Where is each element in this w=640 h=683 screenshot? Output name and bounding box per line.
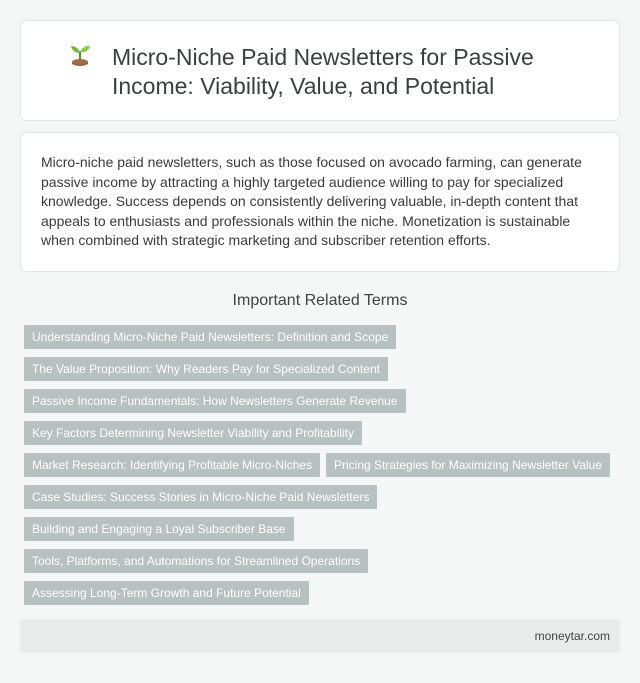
page-title: Micro-Niche Paid Newsletters for Passive Income: Viability, Value, and Potential	[112, 44, 534, 99]
title-row	[21, 43, 619, 101]
summary-text: Micro-niche paid newsletters, such as those focused on avocado farming, can generate passive income by attracting a highly targeted audience willing to pay for specialized knowledge. Success depends on consistently delivering valuable, in-depth content that appeals to enthusiasts and professionals within the niche. Monetization is sustainable when combined with strategic marketing and subscriber retention efforts.	[41, 154, 582, 248]
summary-card	[20, 132, 620, 272]
sprout-icon	[68, 43, 92, 71]
term-tag[interactable]: Assessing Long-Term Growth and Future Potential	[24, 581, 309, 605]
term-tag[interactable]: Building and Engaging a Loyal Subscriber Base	[24, 517, 294, 541]
term-tag[interactable]: Tools, Platforms, and Automations for Streamlined Operations	[24, 549, 368, 573]
footer-site-link[interactable]: moneytar.com	[534, 629, 610, 643]
term-tag[interactable]: Pricing Strategies for Maximizing Newsletter Value	[326, 453, 610, 477]
term-tag[interactable]: Understanding Micro-Niche Paid Newsletters: Definition and Scope	[24, 325, 396, 349]
footer	[20, 619, 620, 653]
term-tag[interactable]: The Value Proposition: Why Readers Pay for Specialized Content	[24, 357, 388, 381]
term-tag[interactable]: Case Studies: Success Stories in Micro-Niche Paid Newsletters	[24, 485, 377, 509]
term-tag[interactable]: Key Factors Determining Newsletter Viability and Profitability	[24, 421, 362, 445]
term-tag[interactable]: Market Research: Identifying Profitable Micro-Niches	[24, 453, 320, 477]
term-tag[interactable]: Passive Income Fundamentals: How Newsletters Generate Revenue	[24, 389, 406, 413]
header-card	[20, 20, 620, 121]
related-terms-heading: Important Related Terms	[232, 292, 408, 309]
